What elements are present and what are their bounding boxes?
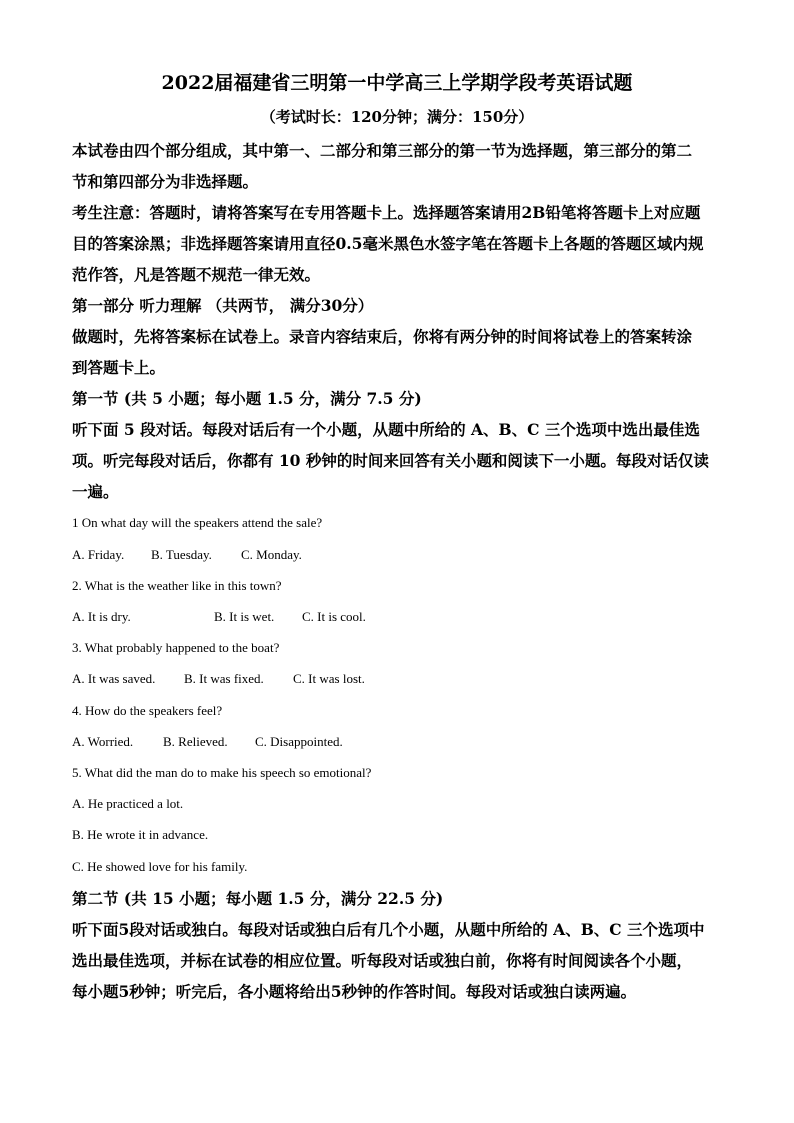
section1-heading: 第一节 (共 5 小题；每小题 1.5 分，满分 7.5 分): [72, 389, 422, 408]
notice-line: 目的答案涂黑；非选择题答案请用直径0.5毫米黑色水签字笔在答题卡上各题的答题区域内规: [72, 234, 704, 253]
option-b: B. Relieved.: [163, 734, 228, 749]
option-b: B. It was fixed.: [184, 671, 264, 686]
intro-line: 节和第四部分为非选择题。: [72, 172, 259, 191]
notice-line: 考生注意：答题时，请将答案写在专用答题卡上。选择题答案请用2B铅笔将答题卡上对应题: [72, 203, 701, 222]
part1-heading: 第一部分 听力理解 （共两节， 满分30分）: [72, 296, 374, 315]
option-c: C. It was lost.: [293, 671, 365, 686]
intro-line: 本试卷由四个部分组成，其中第一、二部分和第三部分的第一节为选择题，第三部分的第二: [72, 141, 693, 160]
option-a: A. It was saved.: [72, 671, 156, 686]
part1-instruction: 到答题卡上。: [72, 358, 166, 377]
option-b: B. He wrote it in advance.: [72, 827, 209, 842]
section2-heading: 第二节 (共 15 小题；每小题 1.5 分，满分 22.5 分): [72, 889, 444, 908]
section1-instruction: 项。听完每段对话后，你都有 10 秒钟的时间来回答有关小题和阅读下一小题。每段对话仅读: [72, 451, 709, 470]
exam-subtitle: （考试时长：120分钟；满分：150分）: [260, 108, 534, 126]
option-b: B. Tuesday.: [151, 547, 212, 562]
option-c: C. He showed love for his family.: [72, 859, 248, 874]
section2-instruction: 听下面5段对话或独白。每段对话或独白后有几个小题，从题中所给的 A、B、C 三个选项中: [72, 920, 705, 939]
option-a: A. He practiced a lot.: [72, 796, 184, 811]
section2-instruction: 每小题5秒钟；听完后，各小题将给出5秒钟的作答时间。每段对话或独白读两遍。: [72, 982, 637, 1001]
section1-instruction: 一遍。: [72, 482, 119, 501]
option-b: B. It is wet.: [214, 609, 275, 624]
option-a: A. Worried.: [72, 734, 134, 749]
question-options: [72, 608, 366, 626]
question-stem: 2. What is the weather like in this town?: [72, 578, 282, 593]
question-options: [72, 670, 365, 688]
section1-instruction: 听下面 5 段对话。每段对话后有一个小题，从题中所给的 A、B、C 三个选项中选出最佳选: [72, 420, 700, 439]
option-a: A. It is dry.: [72, 609, 131, 624]
question-stem: 5. What did the man do to make his speech so emotional?: [72, 765, 372, 780]
option-a: A. Friday.: [72, 547, 125, 562]
option-c: C. It is cool.: [302, 609, 366, 624]
option-c: C. Monday.: [241, 547, 302, 562]
section2-instruction: 选出最佳选项，并标在试卷的相应位置。听每段对话或独白前，你将有时间阅读各个小题，: [72, 951, 693, 970]
exam-title: 2022届福建省三明第一中学高三上学期学段考英语试题: [161, 72, 633, 94]
question-stem: 3. What probably happened to the boat?: [72, 640, 280, 655]
option-c: C. Disappointed.: [255, 734, 343, 749]
question-stem: 4. How do the speakers feel?: [72, 703, 223, 718]
part1-instruction: 做题时，先将答案标在试卷上。录音内容结束后，你将有两分钟的时间将试卷上的答案转涂: [72, 327, 693, 346]
question-options: [72, 546, 302, 564]
notice-line: 范作答，凡是答题不规范一律无效。: [72, 265, 321, 284]
question-stem: 1 On what day will the speakers attend the sale?: [72, 515, 323, 530]
question-options: [72, 733, 343, 751]
